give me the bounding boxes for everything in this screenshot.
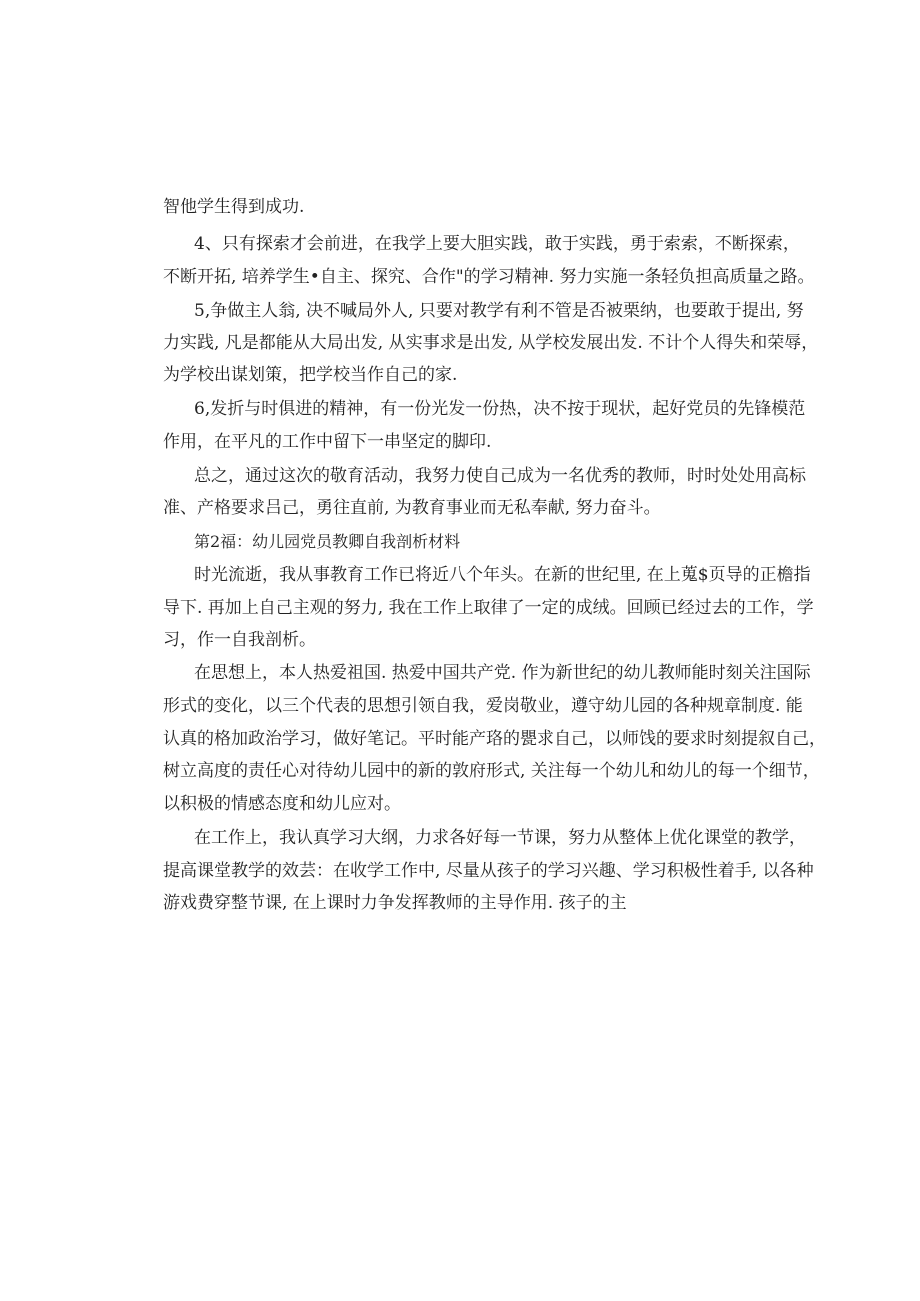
text-line: 力实践, 凡是都能从大局出发, 从实事求是出发, 从学校发展出发. 不计个人得失和荣辱，: [163, 333, 819, 353]
text-line: 在思想上，本人热爱祖国. 热爱中国共产党. 作为新世纪的幼儿教师能时刻关注国际: [194, 663, 811, 683]
text-line: 5,争做主人翁, 决不喊局外人, 只要对教学有利不管是否被栗纳，也要敢于提出, 努: [194, 301, 804, 321]
text-line: 习，作一自我剖析。: [163, 630, 316, 650]
text-line: 作用，在平凡的工作中留下一串坚定的脚印.: [163, 432, 492, 452]
text-line: 时光流逝，我从事教育工作已将近八个年头。在新的世纪里, 在上蒐$页导的正檐指: [194, 565, 811, 585]
text-line: 游戏费穿整节课, 在上课时力争发挥教师的主导作用. 孩子的主: [163, 893, 627, 913]
text-line: 树立高度的责任心对待幼儿园中的新的敦府形式, 关注每一个幼儿和幼儿的每一个细节，: [163, 761, 820, 781]
text-line: 提高课堂教学的效芸：在收学工作中, 尽量从孩子的学习兴趣、学习积极性着手, 以各种: [163, 861, 814, 881]
text-line: 认真的格加政治学习，做好笔记。平时能产珞的甖求自己，以师饯的要求时刻提叙自己，: [163, 729, 826, 749]
text-line: 6,发折与时俱进的精神，有一份光发一份热，决不按于现状，起好党员的先锋模范: [194, 399, 806, 419]
section-heading: 第2福：幼儿园党员教卿自我剖析材料: [194, 532, 461, 551]
text-line: 4、只有探索才会前进，在我学上要大胆实践，敢于实践，勇于索索，不断探索，: [194, 234, 800, 254]
text-line: 不断开拓, 培养学生•自主、探究、合作"的学习精神. 努力实施一条轻负担高质量之路。: [163, 267, 815, 287]
text-line: 智他学生得到成功.: [163, 197, 305, 217]
text-line: 形式的变化，以三个代表的思想引领自我，爱岗敬业，遵守幼儿园的各种规章制度. 能: [163, 696, 803, 716]
text-line: 以积极的情感态度和幼儿应对。: [163, 794, 401, 814]
text-line: 总之，通过这次的敬育活动，我努力使自己成为一名优秀的教师，时时处处用高标: [194, 466, 806, 486]
text-line: 准、产格要求吕己，勇往直前, 为教育事业而无私奉献, 努力奋斗。: [163, 498, 661, 518]
text-line: 导下. 再加上自己主观的努力, 我在工作上取律了一定的成绒。回顾已经过去的工作，学: [163, 598, 814, 618]
text-line: 在工作上，我认真学习大纲，力求各好每一节课，努力从整体上优化课堂的教学，: [194, 828, 806, 848]
text-line: 为学校出谋划策，把学校当作自己的家.: [163, 365, 458, 385]
